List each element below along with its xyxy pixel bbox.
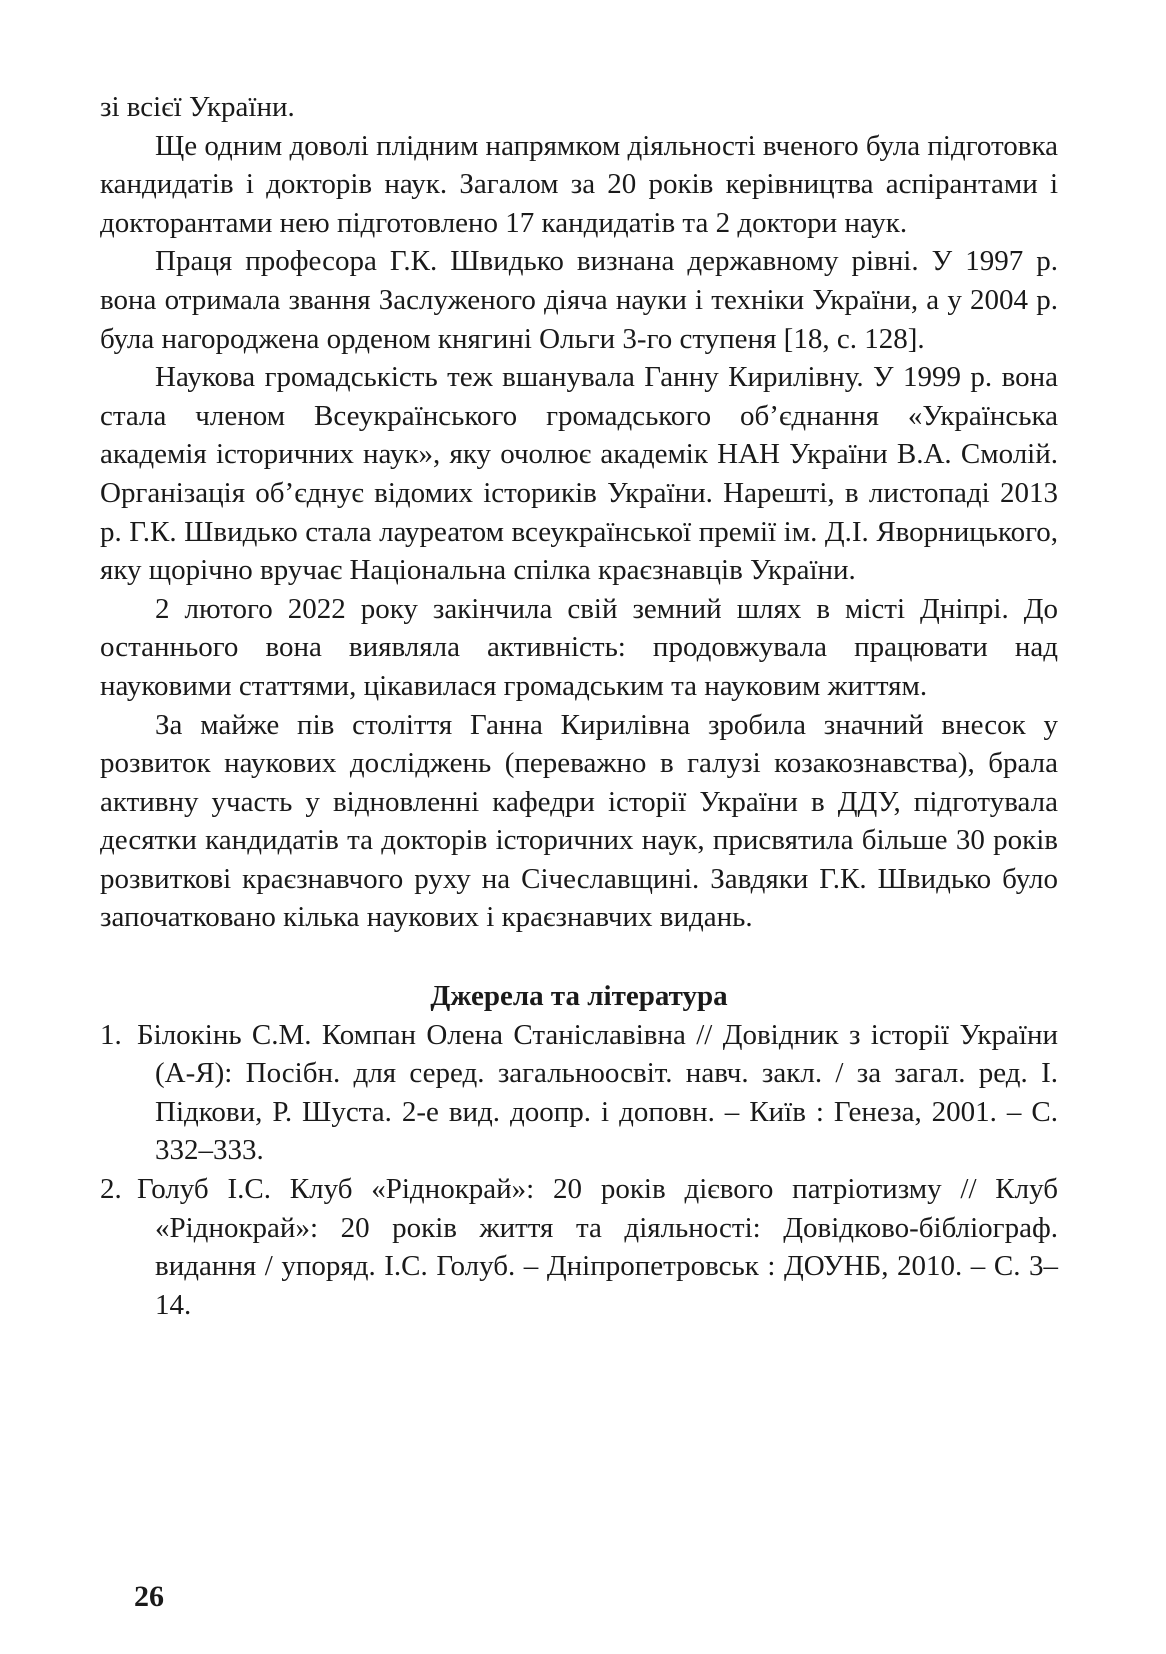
references-title: Джерела та література [430, 980, 728, 1013]
paragraph-continuation: зі всієї України. [100, 91, 295, 123]
reference-number: 2. [100, 1173, 122, 1206]
paragraph-recognition: Наукова громадськість теж вшанувала Ганну Кирилівну. У 1999 р. вона стала членом Всеукраїнського громадського об’єднання «Українська академія історичних наук», яку очолює академік НАН України В.А. Смолій. Організація об’єднує відомих істориків України. Нарешті, в листопаді 2013 р. Г.К. Швидько стала лауреатом всеукраїнської премії ім. Д.І. Яворницького, яку щорічно вручає Національна спілка краєзнавців України. [100, 361, 1058, 587]
page-content [100, 88, 1058, 1324]
reference-text: Білокінь С.М. Компан Олена Станіславівна // Довідник з історії України (А-Я): Посібн. для серед. загальноосвіт. навч. закл. / за загал. ред. І. Підкови, Р. Шуста. 2-е вид. доопр. і доповн. – Київ : Генеза, 2001. – С. 332–333. [137, 1018, 1058, 1167]
reference-item [100, 1016, 1058, 1170]
page-number: 26 [134, 1580, 164, 1613]
reference-text: Голуб І.С. Клуб «Ріднокрай»: 20 років дієвого патріотизму // Клуб «Ріднокрай»: 20 років життя та діяльності: Довідково-бібліограф. видання / упоряд. І.С. Голуб. – Дніпропетровськ : ДОУНБ, 2010. – С. 3–14. [137, 1173, 1058, 1321]
reference-number: 1. [100, 1018, 122, 1051]
paragraph-candidates: Ще одним доволі плідним напрямком діяльності вченого була підготовка кандидатів і докторів наук. Загалом за 20 років керівництва аспірантами і докторантами нею підготовлено 17 кандидатів та 2 доктори наук. [100, 129, 1058, 239]
reference-item [100, 1170, 1058, 1324]
paragraph-legacy: За майже пів століття Ганна Кирилівна зробила значний внесок у розвиток наукових досліджень (переважно в галузі козакознавства), брала активну участь у відновленні кафедри історії України в ДДУ, підготувала десятки кандидатів та докторів історичних наук, присвятила більше 30 років розвиткові краєзнавчого руху на Січеславщині. Завдяки Г.К. Швидько було започатковано кілька наукових і краєзнавчих видань. [100, 708, 1058, 934]
paragraph-awards: Праця професора Г.К. Швидько визнана державному рівні. У 1997 р. вона отримала звання Заслуженого діяча науки і техніки України, а у 2004 р. була нагороджена орденом княгині Ольги 3-го ступеня [18, с. 128]. [100, 245, 1058, 355]
paragraph-death: 2 лютого 2022 року закінчила свій земний шлях в місті Дніпрі. До останнього вона виявляла активність: продовжувала працювати над науковими статтями, цікавилася громадським та науковим життям. [100, 592, 1058, 702]
references-list [100, 1016, 1058, 1325]
